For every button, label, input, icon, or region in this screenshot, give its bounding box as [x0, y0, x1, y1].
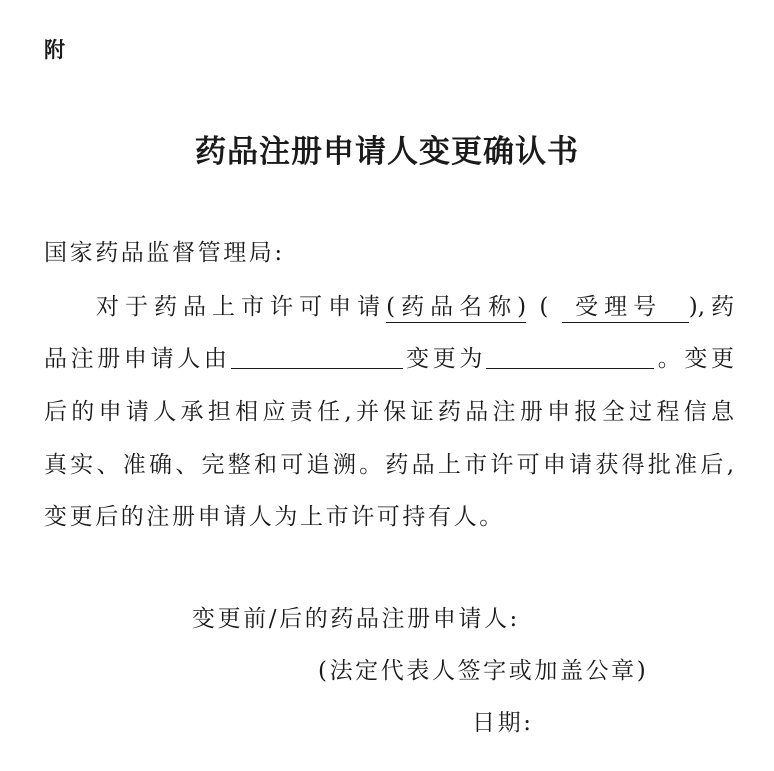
line2-suffix: 。变更: [654, 346, 735, 372]
paren-open: (: [539, 294, 549, 320]
attachment-label: 附: [44, 38, 65, 62]
line1-suffix: ),药: [688, 294, 735, 320]
paragraph-line-4: 真实、准确、完整和可追溯。药品上市许可申请获得批准后,: [44, 452, 734, 478]
acceptance-number-label: 受理号: [575, 294, 663, 320]
document-title: 药品注册申请人变更确认书: [195, 134, 579, 170]
paragraph-line-1: [44, 292, 734, 322]
addressee: 国家药品监督管理局:: [44, 240, 285, 266]
applicant-signature-label: 变更前/后的药品注册申请人:: [192, 606, 520, 632]
paragraph-line-2: [44, 344, 734, 374]
paragraph-line-5: 变更后的注册申请人为上市许可持有人。: [44, 504, 505, 530]
line2-middle: 变更为: [402, 346, 487, 372]
line1-prefix: 对于药品上市许可申请: [90, 294, 387, 320]
line2-prefix: 品注册申请人由: [44, 346, 231, 372]
date-label: 日期:: [472, 710, 534, 736]
seal-note: (法定代表人签字或加盖公章): [318, 658, 649, 684]
paragraph-line-3: 后的申请人承担相应责任,并保证药品注册申报全过程信息: [44, 399, 734, 425]
drug-name-field[interactable]: (药品名称): [386, 294, 526, 323]
original-applicant-blank[interactable]: [231, 344, 403, 369]
acceptance-number-field[interactable]: [562, 294, 689, 323]
new-applicant-blank[interactable]: [486, 344, 654, 369]
